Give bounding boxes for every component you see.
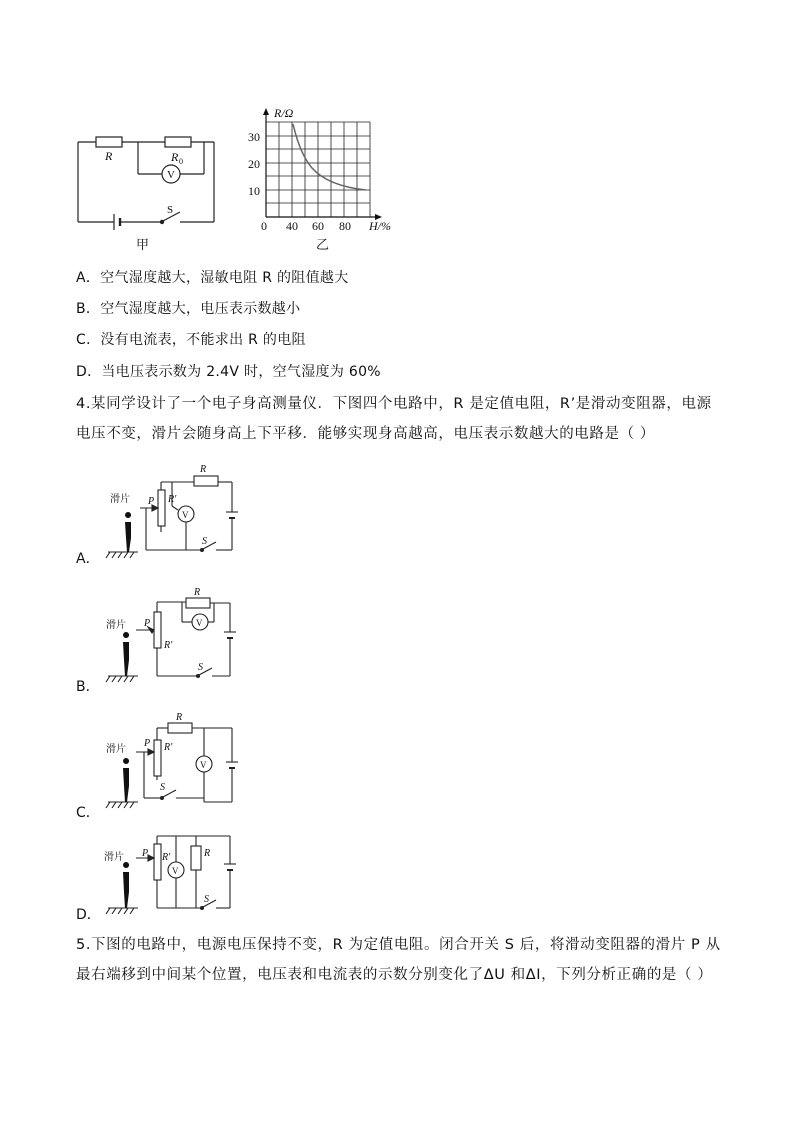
humidity-resistance-graph bbox=[244, 104, 404, 254]
q3-option-c: C．没有电流表，不能求出 R 的电阻 bbox=[76, 332, 306, 348]
switch-S: S bbox=[202, 536, 207, 547]
label-R: R bbox=[105, 149, 113, 163]
label-R0-sub: 0 bbox=[179, 157, 183, 166]
voltmeter-V: V bbox=[182, 510, 189, 520]
q4-option-a-label: A． bbox=[76, 551, 100, 567]
q4-option-d-label: D． bbox=[76, 907, 101, 923]
slider-label: 滑片 bbox=[110, 494, 130, 505]
label-R: R bbox=[204, 848, 211, 859]
caption-jia: 甲 bbox=[136, 237, 150, 252]
person-icon bbox=[123, 632, 129, 676]
switch-S: S bbox=[198, 662, 203, 673]
x-tick-80: 80 bbox=[339, 219, 351, 233]
person-icon bbox=[125, 512, 131, 552]
slider-label: 滑片 bbox=[104, 852, 124, 863]
voltmeter-V: V bbox=[196, 618, 203, 628]
q5-question: 5.下图的电路中，电源电压保持不变，R 为定值电阻。闭合开关 S 后，将滑动变阻器的滑片 P 从最右端移到中间某个位置，电压表和电流表的示数分别变化了ΔU 和ΔI，下列分析正确的是（ ） bbox=[76, 937, 721, 983]
label-R: R bbox=[176, 712, 183, 723]
person-icon bbox=[123, 862, 129, 908]
slider-label: 滑片 bbox=[106, 620, 126, 631]
q3-option-a: A．空气湿度越大，湿敏电阻 R 的阻值越大 bbox=[76, 270, 349, 286]
x-tick-60: 60 bbox=[312, 219, 324, 233]
label-P: P bbox=[148, 496, 155, 507]
voltmeter-V: V bbox=[172, 866, 179, 876]
q4-circuit-c bbox=[104, 710, 254, 810]
voltmeter-V: V bbox=[167, 169, 175, 181]
x-tick-40: 40 bbox=[286, 219, 298, 233]
q4-option-b-label: B． bbox=[76, 679, 100, 695]
q4-circuit-b bbox=[104, 586, 254, 686]
voltmeter-V: V bbox=[200, 760, 207, 770]
y-tick-20: 20 bbox=[248, 157, 260, 171]
switch-S: S bbox=[204, 894, 209, 905]
label-R-prime: R' bbox=[162, 852, 171, 863]
label-P: P bbox=[144, 738, 151, 749]
slider-label: 滑片 bbox=[106, 744, 126, 755]
person-icon bbox=[123, 758, 129, 802]
label-R: R bbox=[194, 587, 201, 598]
label-R-prime: R' bbox=[164, 742, 173, 753]
y-tick-10: 10 bbox=[248, 184, 260, 198]
label-P: P bbox=[142, 848, 149, 859]
y-tick-30: 30 bbox=[248, 130, 260, 144]
label-R-prime: R' bbox=[164, 640, 173, 651]
label-R-prime: R' bbox=[168, 494, 177, 505]
switch-S: S bbox=[167, 204, 174, 216]
label-P: P bbox=[144, 618, 151, 629]
q4-option-c-label: C． bbox=[76, 805, 100, 821]
switch-S: S bbox=[160, 782, 165, 793]
q4-circuit-d bbox=[104, 832, 254, 914]
label-R0: R bbox=[171, 150, 179, 164]
q4-circuit-a bbox=[104, 462, 254, 560]
resistance-curve bbox=[293, 124, 366, 190]
caption-yi: 乙 bbox=[316, 237, 330, 252]
circuit-diagram-jia bbox=[70, 128, 230, 254]
label-R: R bbox=[200, 464, 207, 475]
y-axis-label: R/Ω bbox=[274, 106, 294, 120]
x-axis-label: H/% bbox=[369, 219, 391, 233]
q3-option-d: D．当电压表示数为 2.4V 时，空气湿度为 60% bbox=[76, 364, 381, 380]
q3-option-b: B．空气湿度越大，电压表示数越小 bbox=[76, 301, 301, 317]
x-tick-0: 0 bbox=[261, 219, 267, 233]
q4-question: 4.某同学设计了一个电子身高测量仪．下图四个电路中，R 是定值电阻，R’是滑动变阻器，电源电压不变，滑片会随身高上下平移．能够实现身高越高，电压表示数越大的电路是（ ） bbox=[76, 396, 712, 442]
